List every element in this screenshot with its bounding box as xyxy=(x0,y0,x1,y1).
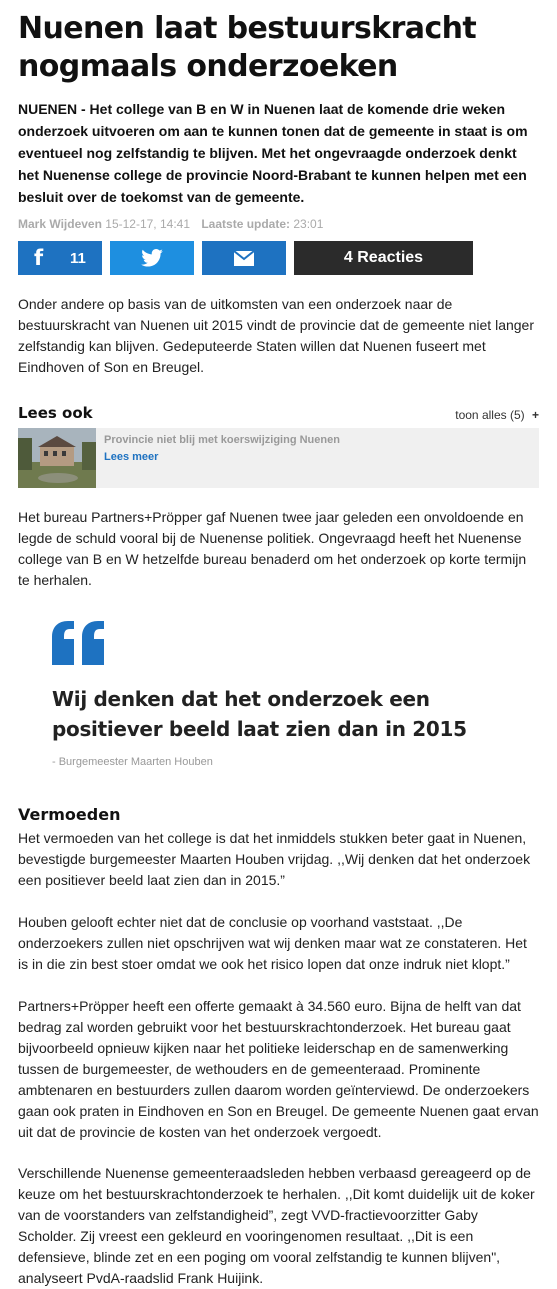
paragraph-4: Houben gelooft echter niet dat de conclusie op voorhand vaststaat. ,,De onderzoekers zullen niet opschrijven wat wij denken maar wat ze constateren. Het is in die zin best stoer omdat we ook het risico lopen dat onze indruk niet klopt.” xyxy=(18,914,527,972)
twitter-share-button[interactable] xyxy=(110,241,194,275)
show-all-label: toon alles xyxy=(455,408,507,422)
related-article-thumbnail xyxy=(18,428,96,488)
author-name[interactable]: Mark Wijdeven xyxy=(18,217,102,231)
related-article-title[interactable]: Provincie niet blij met koerswijziging Nuenen xyxy=(104,434,340,446)
show-all-count: (5) xyxy=(509,408,525,422)
mail-share-button[interactable] xyxy=(202,241,286,275)
update-time: 23:01 xyxy=(293,217,324,231)
related-article-card[interactable] xyxy=(18,428,539,488)
share-bar xyxy=(18,241,539,275)
facebook-share-count: 11 xyxy=(70,249,86,267)
read-more-link[interactable]: Lees meer xyxy=(104,451,159,463)
publish-date: 15-12-17, 14:41 xyxy=(105,217,190,231)
article-lead: NUENEN - Het college van B en W in Nuenen laat de komende drie weken onderzoek uitvoeren om aan te kunnen tonen dat de gemeente in staat is om eventueel nog zelfstandig te blijven. Met het ongevraagde onderzoek denkt het Nuenense college de provincie Noord-Brabant te kunnen helpen met een besluit over de toekomst van de gemeente. xyxy=(18,101,528,205)
lees-ook-header xyxy=(18,404,539,422)
reactions-button[interactable]: 4 Reacties xyxy=(294,241,473,275)
paragraph-5: Partners+Pröpper heeft een offerte gemaakt à 34.560 euro. Bijna de helft van dat bedrag zal worden gebruikt voor het bestuurskrachtonderzoek. Het bureau gaat bijvoorbeeld opnieuw kijken naar het politieke leiderschap en de samenwerking tussen de burgemeester, de wethouders en de gemeenteraad. Prominente ambtenaren en bestuurders zullen daarom worden geïnterviewd. De onderzoekers gaan ook praten in Eindhoven en Son en Breugel. De gemeente Nuenen gaat ervan uit dat de provincie de kosten van het onderzoek vergoedt. xyxy=(18,998,539,1140)
quote-source: - Burgemeester Maarten Houben xyxy=(52,756,213,768)
article-meta xyxy=(18,217,539,235)
article-headline: Nuenen laat bestuurskracht nogmaals onderzoeken xyxy=(18,11,477,84)
pull-quote xyxy=(18,621,539,768)
show-all-link[interactable] xyxy=(455,408,539,422)
update-label: Laatste update: xyxy=(201,217,291,231)
mail-icon xyxy=(234,251,254,266)
section-heading: Vermoeden xyxy=(18,805,121,824)
quote-text: Wij denken dat het onderzoek een positiever beeld laat zien dan in 2015 xyxy=(52,687,467,741)
quote-mark-icon xyxy=(52,621,106,665)
paragraph-1: Onder andere op basis van de uitkomsten van een onderzoek naar de bestuurskracht van Nuenen uit 2015 vindt de provincie dat de gemeente niet langer zelfstandig kan blijven. Gedeputeerde Staten willen dat Nuenen fuseert met Eindhoven of Son en Breugel. xyxy=(18,296,535,375)
lees-ook-title: Lees ook xyxy=(18,404,93,422)
twitter-icon xyxy=(141,249,163,267)
paragraph-6: Verschillende Nuenense gemeenteraadsleden hebben verbaasd gereageerd op de keuze om het bestuurskrachtonderzoek te herhalen. ,,Dit komt duidelijk uit de koker van de voorstanders van zelfstandigheid”, zegt VVD-fractievoorzitter Gaby Scholder. Zij vreest een gekleurd en vooringenomen resultaat. ,,Dit is een defensieve, blinde zet en een poging om vooral zelfstandig te kunnen blijven", analyseert PvdA-raadslid Frank Huijink. xyxy=(18,1165,535,1286)
facebook-icon: f xyxy=(34,246,44,270)
paragraph-2: Het bureau Partners+Pröpper gaf Nuenen twee jaar geleden een onvoldoende en legde de schuld vooral bij de Nuenense politiek. Ongevraagd heeft het Nuenense college van B en W hetzelfde bureau benaderd om het onderzoek op korte termijn te herhalen. xyxy=(18,509,527,588)
facebook-share-button[interactable] xyxy=(18,241,102,275)
related-article-text xyxy=(96,428,348,488)
paragraph-3: Het vermoeden van het college is dat het inmiddels stukken beter gaat in Nuenen, bevestigde burgemeester Maarten Houben vrijdag. ,,Wij denken dat het onderzoek een positiever beeld laat zien dan in 2015.” xyxy=(18,830,531,888)
plus-icon: + xyxy=(531,408,539,422)
